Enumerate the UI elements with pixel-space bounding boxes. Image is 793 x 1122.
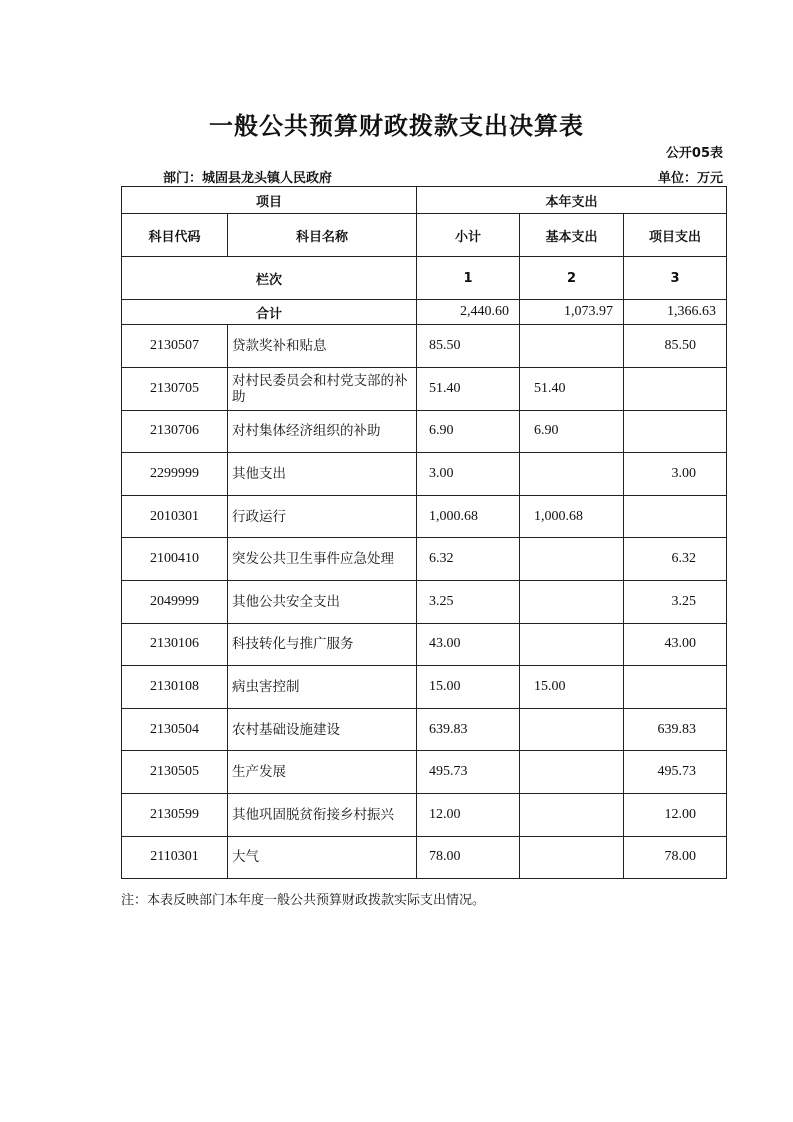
footnote: 注：本表反映部门本年度一般公共预算财政拨款实际支出情况。 — [121, 893, 486, 908]
row-basic — [520, 623, 624, 666]
table-row — [122, 751, 727, 794]
row-subtotal: 78.00 — [417, 836, 520, 879]
row-name: 其他公共安全支出 — [228, 580, 417, 623]
row-project — [624, 410, 727, 453]
row-name: 贷款奖补和贴息 — [228, 325, 417, 368]
total-row — [122, 300, 727, 325]
row-name: 大气 — [228, 836, 417, 879]
total-subtotal: 2,440.60 — [417, 300, 520, 325]
row-name: 突发公共卫生事件应急处理 — [228, 538, 417, 581]
header-project: 项目 — [122, 187, 417, 214]
row-basic — [520, 836, 624, 879]
table-row — [122, 836, 727, 879]
row-code: 2130505 — [122, 751, 228, 794]
header-basic: 基本支出 — [520, 214, 624, 257]
header-current-year-expense: 本年支出 — [417, 187, 727, 214]
header-subtotal: 小计 — [417, 214, 520, 257]
header-row-1 — [122, 187, 727, 214]
row-code: 2049999 — [122, 580, 228, 623]
row-code: 2010301 — [122, 495, 228, 538]
table-row — [122, 666, 727, 709]
row-name: 对村民委员会和村党支部的补助 — [228, 368, 417, 411]
row-basic — [520, 708, 624, 751]
expense-table — [121, 186, 727, 879]
row-name: 行政运行 — [228, 495, 417, 538]
header-code: 科目代码 — [122, 214, 228, 257]
row-subtotal: 1,000.68 — [417, 495, 520, 538]
row-subtotal: 12.00 — [417, 793, 520, 836]
row-basic — [520, 325, 624, 368]
row-project: 639.83 — [624, 708, 727, 751]
row-subtotal: 15.00 — [417, 666, 520, 709]
column-order-3: 3 — [624, 257, 727, 300]
row-code: 2130504 — [122, 708, 228, 751]
table-row — [122, 793, 727, 836]
row-name: 其他巩固脱贫衔接乡村振兴 — [228, 793, 417, 836]
row-subtotal: 3.00 — [417, 453, 520, 496]
row-basic: 15.00 — [520, 666, 624, 709]
row-project: 6.32 — [624, 538, 727, 581]
row-project: 43.00 — [624, 623, 727, 666]
column-order-label: 栏次 — [122, 257, 417, 300]
row-code: 2130106 — [122, 623, 228, 666]
row-basic — [520, 580, 624, 623]
row-code: 2130706 — [122, 410, 228, 453]
row-name: 生产发展 — [228, 751, 417, 794]
header-project-expense: 项目支出 — [624, 214, 727, 257]
table-row — [122, 623, 727, 666]
row-project — [624, 368, 727, 411]
row-name: 病虫害控制 — [228, 666, 417, 709]
row-subtotal: 6.32 — [417, 538, 520, 581]
row-project — [624, 666, 727, 709]
row-project: 12.00 — [624, 793, 727, 836]
row-subtotal: 495.73 — [417, 751, 520, 794]
table-row — [122, 325, 727, 368]
row-subtotal: 43.00 — [417, 623, 520, 666]
row-code: 2110301 — [122, 836, 228, 879]
row-subtotal: 51.40 — [417, 368, 520, 411]
row-subtotal: 85.50 — [417, 325, 520, 368]
row-subtotal: 3.25 — [417, 580, 520, 623]
row-code: 2130599 — [122, 793, 228, 836]
row-basic — [520, 538, 624, 581]
row-basic: 6.90 — [520, 410, 624, 453]
total-project: 1,366.63 — [624, 300, 727, 325]
row-basic: 1,000.68 — [520, 495, 624, 538]
column-order-1: 1 — [417, 257, 520, 300]
column-order-2: 2 — [520, 257, 624, 300]
total-label: 合计 — [122, 300, 417, 325]
row-subtotal: 6.90 — [417, 410, 520, 453]
header-name: 科目名称 — [228, 214, 417, 257]
row-basic: 51.40 — [520, 368, 624, 411]
row-name: 农村基础设施建设 — [228, 708, 417, 751]
row-project: 3.00 — [624, 453, 727, 496]
row-project: 85.50 — [624, 325, 727, 368]
row-code: 2130507 — [122, 325, 228, 368]
table-row — [122, 708, 727, 751]
row-basic — [520, 793, 624, 836]
department-label: 部门：城固县龙头镇人民政府 — [163, 171, 333, 186]
column-order-row — [122, 257, 727, 300]
table-row — [122, 410, 727, 453]
table-row — [122, 368, 727, 411]
row-basic — [520, 453, 624, 496]
header-row-2 — [122, 214, 727, 257]
table-row — [122, 538, 727, 581]
form-number: 公开05表 — [665, 146, 723, 161]
row-project — [624, 495, 727, 538]
unit-label: 单位：万元 — [657, 171, 723, 186]
row-name: 其他支出 — [228, 453, 417, 496]
row-code: 2299999 — [122, 453, 228, 496]
table-row — [122, 580, 727, 623]
page-title: 一般公共预算财政拨款支出决算表 — [209, 112, 584, 140]
row-basic — [520, 751, 624, 794]
row-subtotal: 639.83 — [417, 708, 520, 751]
row-project: 495.73 — [624, 751, 727, 794]
table-row — [122, 453, 727, 496]
row-project: 78.00 — [624, 836, 727, 879]
row-code: 2100410 — [122, 538, 228, 581]
total-basic: 1,073.97 — [520, 300, 624, 325]
row-code: 2130705 — [122, 368, 228, 411]
row-name: 对村集体经济组织的补助 — [228, 410, 417, 453]
row-name: 科技转化与推广服务 — [228, 623, 417, 666]
table-row — [122, 495, 727, 538]
row-project: 3.25 — [624, 580, 727, 623]
row-code: 2130108 — [122, 666, 228, 709]
